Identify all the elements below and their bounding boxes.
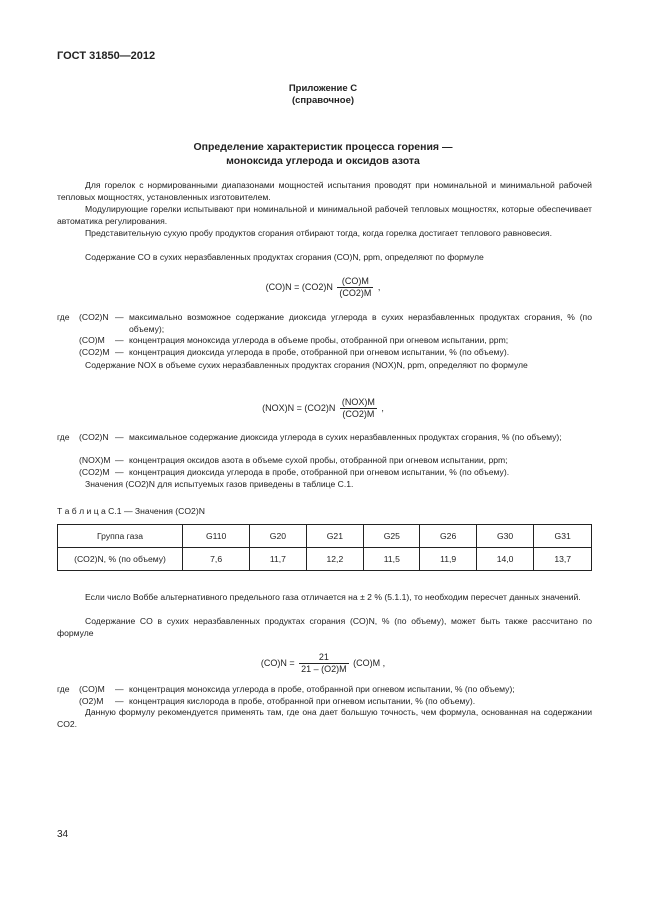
definition-dash: — (115, 684, 124, 694)
definition-prefix: где (57, 684, 70, 694)
table-header-cell: G31 (534, 525, 592, 548)
definition-term: (CO)M (79, 335, 105, 345)
paragraph-3: Представительную сухую пробу продуктов сгорания отбирают тогда, когда горелка достигает теплового равновесия. (85, 228, 553, 238)
table-header-cell: G20 (250, 525, 306, 548)
definition-dash: — (115, 695, 124, 706)
formula-nox-end: , (381, 402, 384, 413)
definition-dash: — (115, 432, 124, 442)
definition-text: концентрация кислорода в пробе, отобранной при огневом испытании, % (по объему). (129, 695, 476, 706)
table-header-cell: G21 (306, 525, 364, 548)
formula-co-fraction (337, 276, 373, 299)
section-title-line1: Определение характеристик процесса горения — (193, 141, 453, 153)
paragraph-4: Содержание CO в сухих неразбавленных продуктах сгорания (CO)N, ppm, определяют по формуле (85, 252, 484, 262)
formula-co-denominator: (CO2)M (339, 288, 372, 298)
table-cell: 13,7 (534, 548, 592, 571)
table-row-label: (CO2)N, % (по объему) (58, 548, 183, 571)
paragraph-5: Содержание NOX в объеме сухих неразбавленных продуктах сгорания (NOX)N, ppm, определяют по формуле (85, 360, 528, 370)
definition-term: (CO)M (79, 684, 105, 694)
paragraph-9: Данную формулу рекомендуется применять там, где она дает большую точность, чем формула, основанная на содержании CO2. (57, 707, 592, 729)
formula-co-o2-numerator: 21 (299, 652, 349, 664)
table-header-row (58, 525, 592, 548)
formula-co-end: , (377, 281, 381, 292)
table-header-cell: G25 (364, 525, 420, 548)
definition-prefix: где (57, 432, 70, 442)
definition-text: концентрация диоксида углерода в пробе, отобранной при огневом испытании, % (по объему). (129, 346, 510, 357)
gas-table (57, 524, 592, 571)
definition-term: (CO2)N (79, 312, 109, 322)
table-cell: 12,2 (306, 548, 364, 571)
formula-co-o2-denominator: 21 – (O2)M (301, 664, 347, 674)
definition-text: концентрация моноксида углерода в пробе, отобранной при огневом испытании, % (по объему); (129, 684, 515, 694)
table-header-cell: G30 (476, 525, 534, 548)
paragraph-8: Содержание CO в сухих неразбавленных продуктах сгорания (CO)N, % (по объему), может быть также рассчитано по формуле (57, 616, 592, 638)
formula-co-o2-rhs: (CO)M (353, 657, 381, 668)
table-cell: 11,7 (250, 548, 306, 571)
appendix-title: Приложение С (288, 83, 358, 94)
definition-term: (NOX)M (79, 455, 111, 465)
definition-dash: — (115, 335, 124, 345)
formula-co (0, 276, 646, 299)
paragraph-1: Для горелок с нормированными диапазонами мощностей испытания проводят при номинальной и минимальной рабочей тепловых мощностях, установленных изготовителем. (57, 180, 592, 202)
formula-nox-fraction (340, 397, 377, 420)
formula-co-numerator: (CO)M (337, 276, 373, 288)
formula-co-lhs: (CO)N = (CO2)N (265, 281, 333, 292)
formula-co-o2-lhs: (CO)N = (260, 657, 295, 668)
definition-text: максимально возможное содержание диоксида углерода в сухих неразбавленных продуктах сгорания, % (по объему); (129, 312, 592, 334)
table-cell: 11,5 (364, 548, 420, 571)
formula-nox-lhs: (NOX)N = (CO2)N (262, 402, 336, 413)
table-header-group: Группа газа (58, 525, 183, 548)
definition-dash: — (115, 346, 124, 357)
page-number: 34 (57, 829, 69, 840)
definition-text: концентрация диоксида углерода в пробе, отобранной при огневом испытании, % (по объему). (129, 466, 510, 477)
paragraph-7: Если число Воббе альтернативного предельного газа отличается на ± 2 % (5.1.1), то необходим пересчет данных значений. (85, 592, 581, 602)
formula-co-o2 (0, 652, 646, 675)
definition-dash: — (115, 455, 124, 465)
section-title-line2: моноксида углерода и оксидов азота (226, 155, 420, 167)
definition-term: (O2)M (79, 695, 104, 706)
table-caption: Т а б л и ц а С.1 — Значения (CO2)N (57, 506, 205, 516)
table-header-cell: G26 (420, 525, 476, 548)
definition-text: концентрация оксидов азота в объеме сухой пробы, отобранной при огневом испытании, ppm; (129, 455, 508, 465)
paragraph-6: Значения (CO2)N для испытуемых газов приведены в таблице С.1. (85, 479, 354, 489)
definition-term: (CO2)N (79, 432, 109, 442)
formula-nox-denominator: (CO2)M (342, 409, 375, 419)
definition-term: (CO2)M (79, 346, 110, 357)
paragraph-2: Модулирующие горелки испытывают при номинальной и минимальной рабочей тепловых мощностях, которые обеспечивает автоматика регулирования. (57, 204, 592, 226)
standard-number: ГОСТ 31850—2012 (57, 50, 156, 62)
definition-text: максимальное содержание диоксида углерода в сухих неразбавленных продуктах сгорания, % (по объему); (129, 432, 562, 442)
formula-co-o2-end: , (382, 657, 386, 668)
definition-dash: — (115, 466, 124, 477)
table-cell: 14,0 (476, 548, 534, 571)
table-row (58, 548, 592, 571)
definition-prefix: где (57, 312, 70, 322)
table-cell: 7,6 (183, 548, 250, 571)
table-header-cell: G110 (183, 525, 250, 548)
definition-dash: — (115, 312, 124, 322)
formula-nox-numerator: (NOX)M (341, 397, 375, 407)
table-cell: 11,9 (420, 548, 476, 571)
appendix-subtitle: (справочное) (291, 95, 355, 106)
formula-co-o2-fraction (299, 652, 349, 675)
definition-term: (CO2)M (79, 466, 110, 477)
formula-nox (0, 397, 646, 420)
definition-text: концентрация моноксида углерода в объеме пробы, отобранной при огневом испытании, ppm; (129, 335, 509, 345)
